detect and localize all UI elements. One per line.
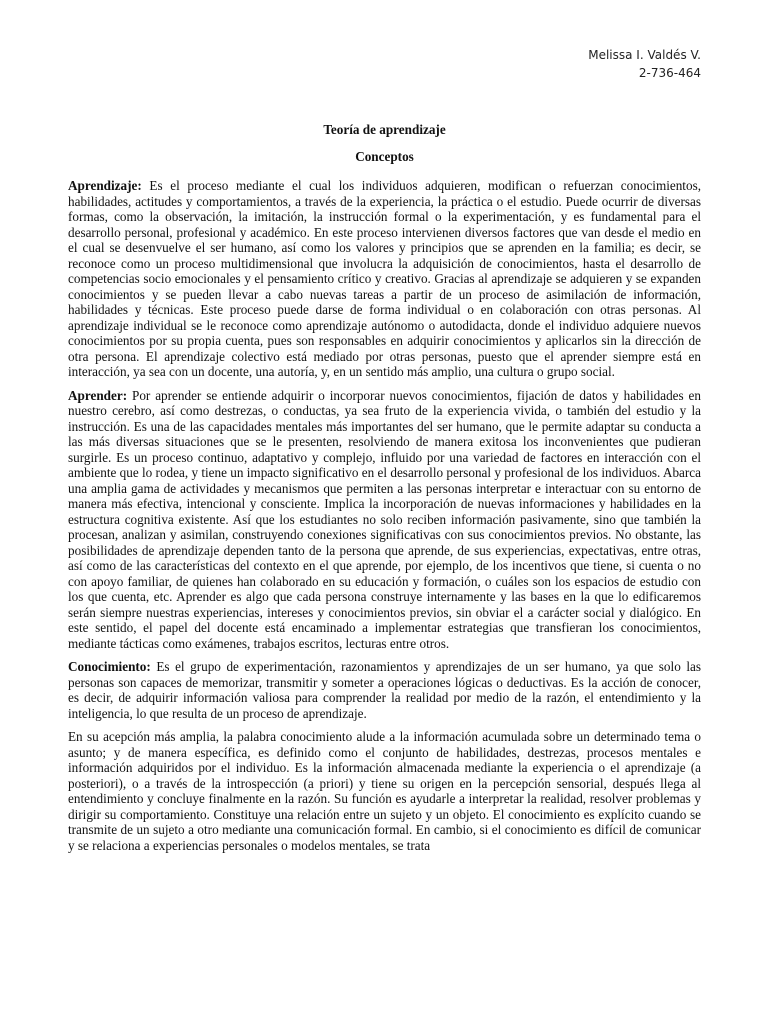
- document-titles: [68, 121, 701, 166]
- paragraph-text: Por aprender se entiende adquirir o incorporar nuevos conocimientos, fijación de datos y habilidades en nuestro cerebro, así como destrezas, o conductas, ya sea fruto de la experiencia vivida, o también del estudio y la instrucción. Es una de las capacidades mentales más importantes del ser humano, que le permite adaptar su conducta a las más diversas situaciones que se le presenten, resolviendo de manera exitosa los inconvenientes que pudieran surgirle. Es un proceso continuo, adaptativo y complejo, influido por una variedad de factores en interacción con el ambiente que lo rodea, y tiene un impacto significativo en el desarrollo personal y profesional de los individuos. Abarca una amplia gama de actividades y mecanismos que permiten a las personas interpretar e interactuar con su entorno de manera más efectiva, intencional y consciente. Implica la incorporación de nuevas informaciones y habilidades en la estructura cognitiva existente. Así que los estudiantes no solo reciben información pasivamente, sino que también la procesan, analizan y asimilan, construyendo conexiones significativas con sus conocimientos previos. No obstante, las posibilidades de aprendizaje dependen tanto de la persona que aprende, de sus experiencias, expectativas, entre otras, así como de las características del contexto en el que aprende, por ejemplo, de los incentivos que tiene, si cuenta o no con apoyo familiar, de quienes han colaborado en su educación y formación, o cuáles son los espacios de estudio con los que cuenta, etc. Aprender es algo que cada persona construye internamente y las bases en la que lo edificaremos serán siempre nuestras experiencias, intereses y conocimientos previos, sin obviar el a carácter social y dialógico. En este sentido, el papel del docente está encaminado a implementar estrategias que transfieran los conocimientos, mediante tácticas como exámenes, trabajos escritos, lecturas entre otros.: [68, 387, 701, 651]
- paragraph-aprender: [68, 388, 701, 652]
- paragraph-term: Aprendizaje:: [68, 178, 142, 193]
- paragraph-text: Es el grupo de experimentación, razonamientos y aprendizajes de un ser humano, ya que solo las personas son capaces de memorizar, transmitir y someter a operaciones lógicas o deductivas. Es la acción de conocer, es decir, de adquirir información valiosa para comprender la realidad por medio de la razón, el entendimiento y la inteligencia, lo que resulta de un proceso de aprendizaje.: [68, 659, 701, 721]
- author-name: Melissa I. Valdés V.: [588, 48, 701, 62]
- paragraph-aprendizaje: [68, 178, 701, 380]
- author-id-number: 2-736-464: [638, 66, 701, 80]
- paragraph-text: Es el proceso mediante el cual los individuos adquieren, modifican o refuerzan conocimientos, habilidades, actitudes y comportamientos, a través de la experiencia, la práctica o el estudio. Puede ocurrir de diversas formas, como la observación, la imitación, la instrucción formal o la experimentación, y es fundamental para el desarrollo personal, profesional y académico. En este proceso intervienen diversos factores que van desde el medio en el cual se desenvuelve el ser humano, así como los valores y principios que se aprenden en la familia; es decir, se reconoce como un proceso multidimensional que involucra la adquisición de conocimientos, hasta el desarrollo de competencias socio emocionales y el pensamiento crítico y creativo. Gracias al aprendizaje se adquieren y se expanden conocimientos y se pueden llevar a cabo nuevas tareas a partir de un proceso de asimilación de información, habilidades y técnicas. Este proceso puede darse de forma individual o en colaboración con otras personas. Al aprendizaje individual se le reconoce como aprendizaje autónomo o autodidacta, donde el individuo adquiere nuevos conocimientos por su propia cuenta, pues son responsables en adquirir conocimientos y aplicarlos sin la dirección de otra persona. El aprendizaje colectivo está mediado por otras personas, puesto que el aprender siempre está en interacción, ya sea con un docente, una autoría, y, en un sentido más amplio, una cultura o grupo social.: [68, 178, 701, 379]
- document-title: Teoría de aprendizaje: [323, 122, 446, 137]
- paragraph-term: Aprender:: [68, 387, 128, 403]
- paragraph-text: En su acepción más amplia, la palabra conocimiento alude a la información acumulada sobre un determinado tema o asunto; y de manera específica, es definido como el conjunto de habilidades, destrezas, procesos mentales e información adquiridos por el individuo. Es la información almacenada mediante la experiencia o el aprendizaje (a posteriori), o a través de la introspección (a priori) y tiene su origen en la percepción sensorial, después llega al entendimiento y concluye finalmente en la razón. Su función es ayudarle a interpretar la realidad, resolver problemas y dirigir su comportamiento. Constituye una relación entre un sujeto y un objeto. El conocimiento es explícito cuando se transmite de un sujeto a otro mediante una comunicación formal. En cambio, si el conocimiento es difícil de comunicar y se relaciona a experiencias personales o modelos mentales, se trata: [68, 729, 701, 853]
- paragraph-term: Conocimiento:: [68, 659, 151, 674]
- document-subtitle: Conceptos: [355, 149, 414, 164]
- author-header: [588, 46, 701, 82]
- document-body: [68, 178, 701, 861]
- paragraph-conocimiento: [68, 659, 701, 721]
- paragraph-acepcion: [68, 729, 701, 853]
